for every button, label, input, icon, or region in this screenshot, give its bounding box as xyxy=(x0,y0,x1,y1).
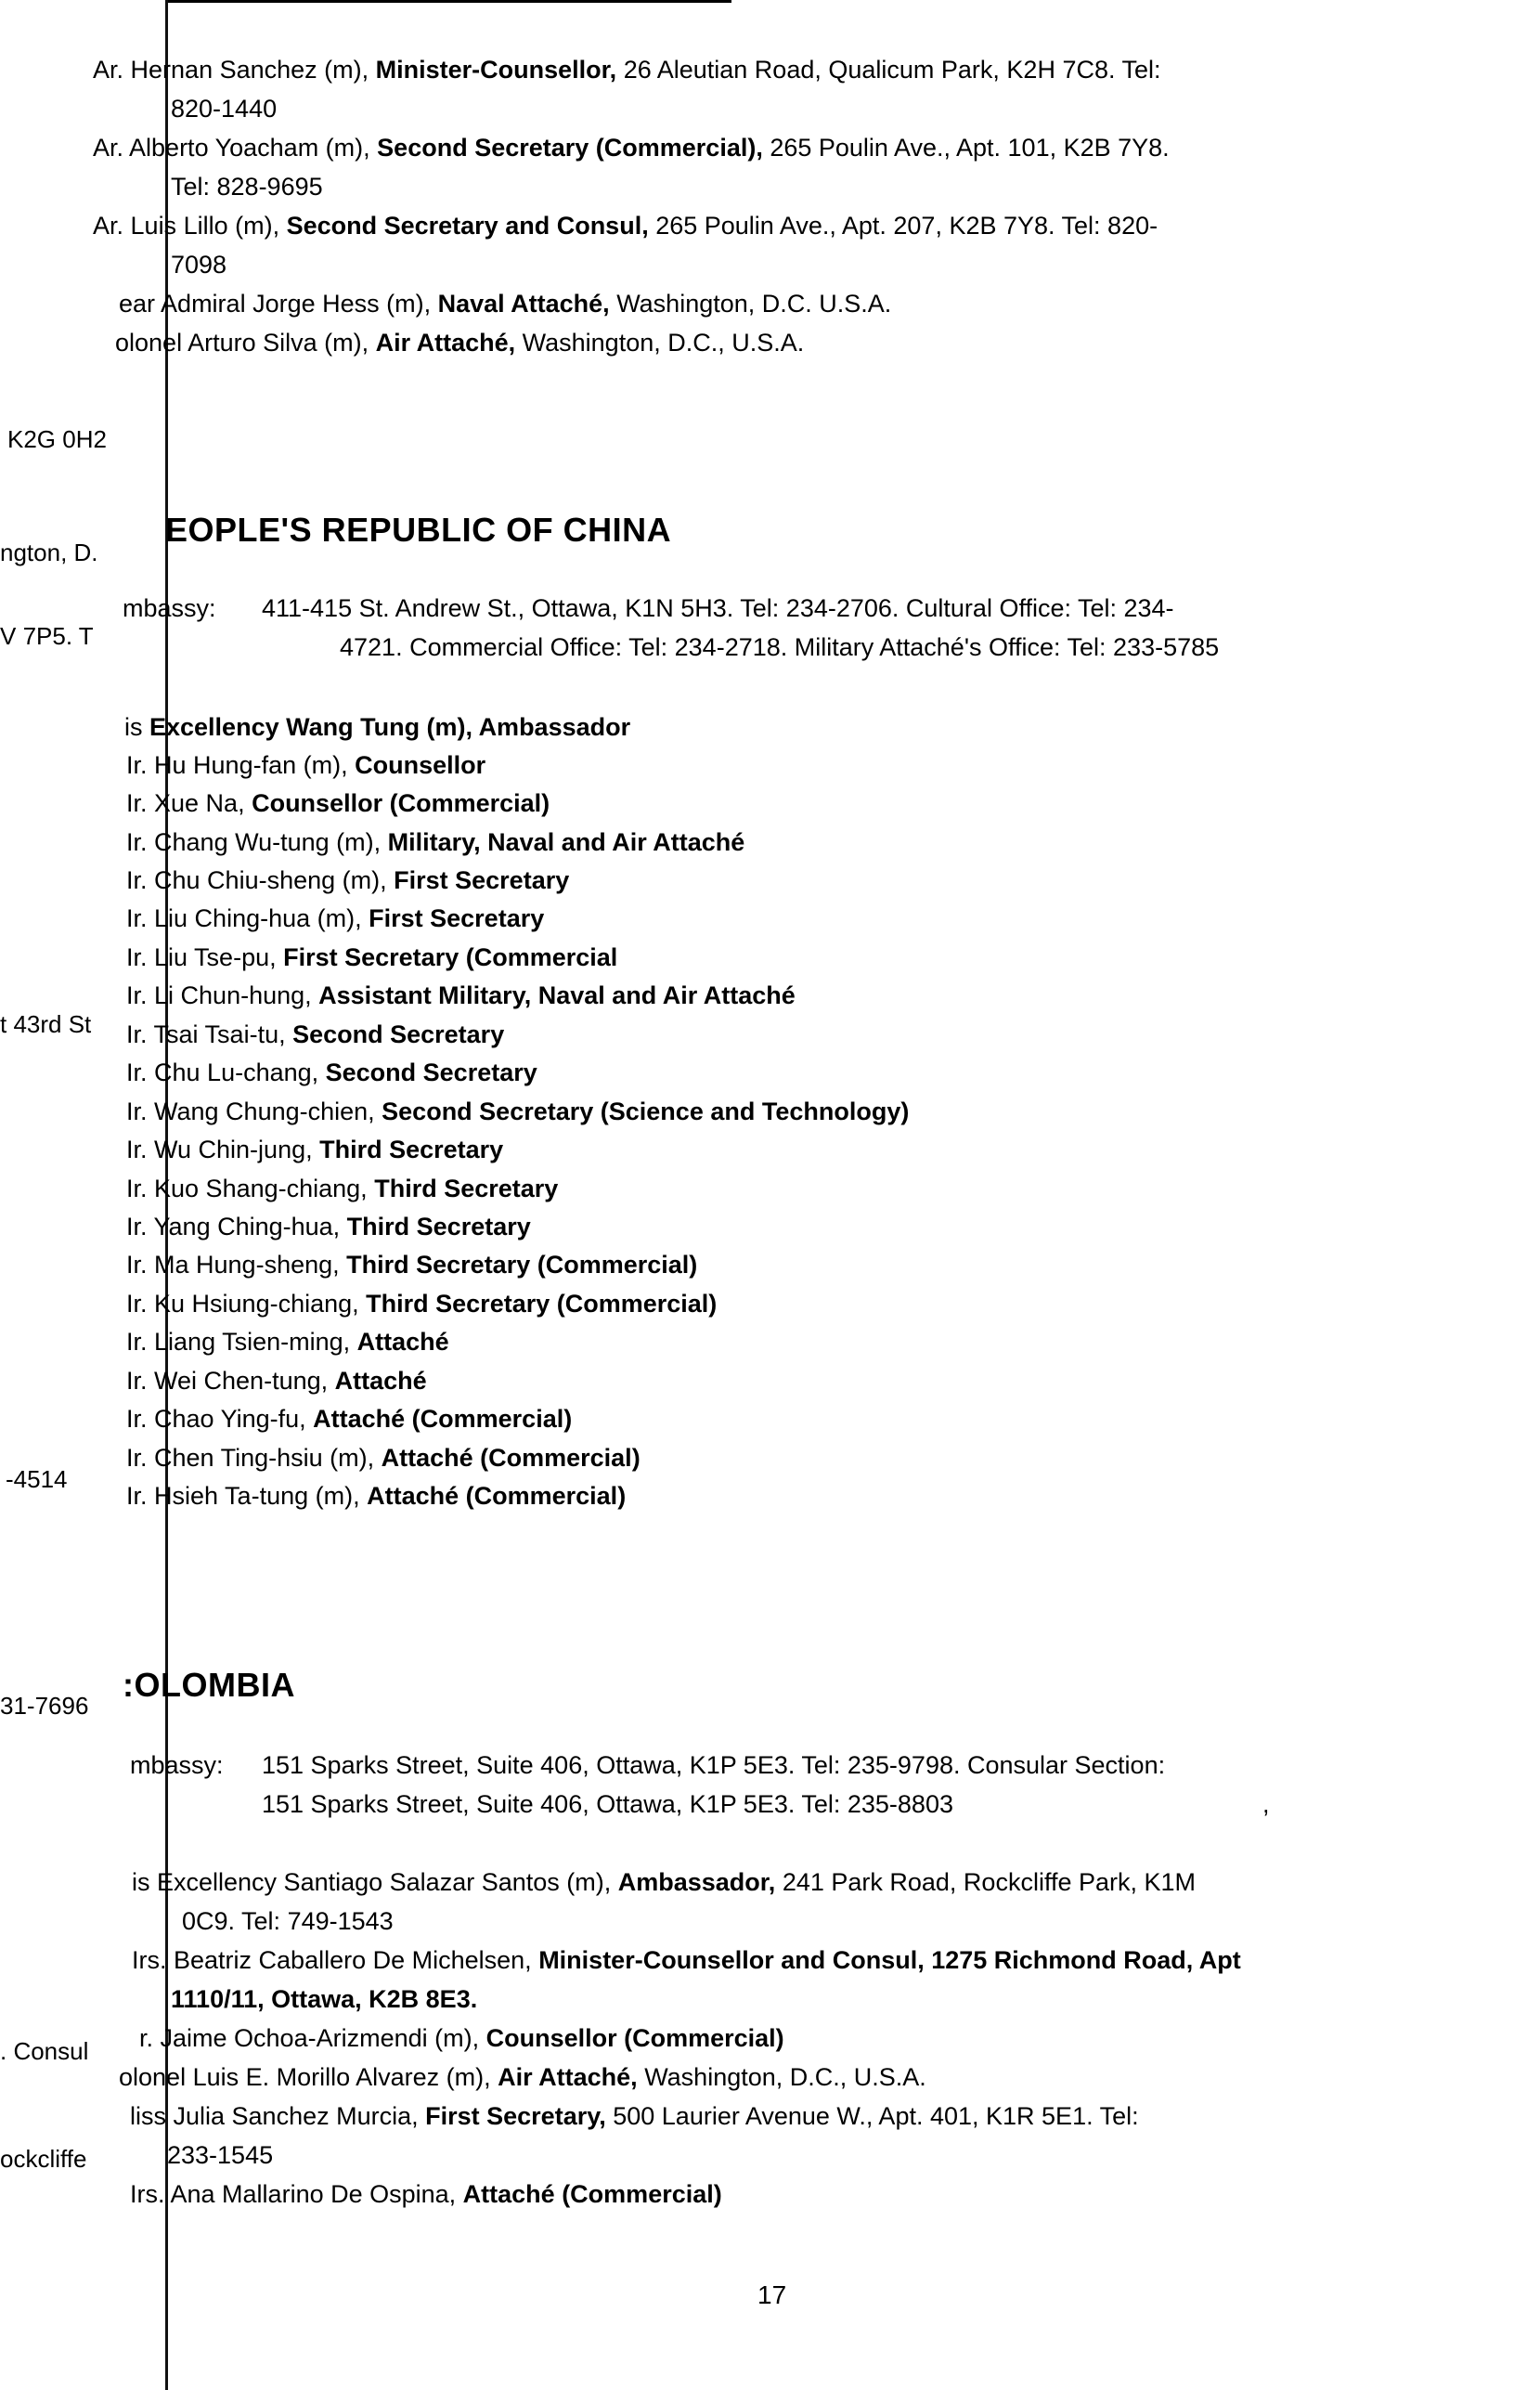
staff-entry xyxy=(115,327,804,358)
entry-title: Second Secretary (Science and Technology) xyxy=(382,1098,910,1125)
entry-name: Jaime Ochoa-Arizmendi (m), xyxy=(153,2024,486,2052)
entry-title: Third Secretary xyxy=(319,1136,504,1163)
staff-entry xyxy=(130,2100,1139,2132)
embassy-address-line: 411-415 St. Andrew St., Ottawa, K1N 5H3. Tel: 234-2706. Cultural Office: Tel: 234- xyxy=(262,594,1174,622)
entry-title: Counsellor xyxy=(355,751,486,779)
entry-name: Alberto Yoacham (m), xyxy=(129,134,378,162)
entry-title: Second Secretary (Commercial), xyxy=(377,134,770,162)
entry-title: Ambassador, xyxy=(617,1868,783,1896)
entry-name: Yang Ching-hua, xyxy=(147,1213,347,1240)
entry-title: Third Secretary xyxy=(346,1213,531,1240)
entry-prefix: Ir. xyxy=(126,1020,148,1048)
entry-prefix: ear xyxy=(119,290,156,318)
margin-fragment: t 43rd St xyxy=(0,1010,92,1038)
entry-prefix: Ir. xyxy=(126,866,148,894)
entry-title: Air Attaché, xyxy=(375,329,523,357)
section-heading-china: EOPLE'S REPUBLIC OF CHINA xyxy=(165,511,672,549)
staff-entry xyxy=(126,980,796,1011)
staff-entry xyxy=(130,2178,722,2210)
entry-prefix: Ir. xyxy=(126,751,148,779)
staff-entry xyxy=(126,826,744,858)
entry-name: Liang Tsien-ming, xyxy=(147,1328,357,1356)
entry-prefix: Ir. xyxy=(126,904,148,932)
entry-name: Li Chun-hung, xyxy=(147,981,319,1009)
margin-fragment: ngton, D. xyxy=(0,539,98,566)
staff-entry xyxy=(93,132,1170,163)
staff-entry xyxy=(132,1944,1241,1976)
staff-entry xyxy=(126,787,550,819)
entry-detail: 26 Aleutian Road, Qualicum Park, K2H 7C8. Tel: xyxy=(623,56,1161,84)
entry-name: Luis E. Morillo Alvarez (m), xyxy=(186,2063,498,2091)
staff-entry xyxy=(139,2022,784,2054)
entry-name: Chu Lu-chang, xyxy=(147,1059,326,1086)
staff-entry xyxy=(119,2061,926,2093)
stray-mark: , xyxy=(1262,1790,1270,1818)
staff-entry xyxy=(126,942,617,973)
entry-detail: 241 Park Road, Rockcliffe Park, K1M xyxy=(782,1868,1197,1896)
entry-title: Counsellor (Commercial) xyxy=(485,2024,784,2052)
entry-name: Ana Mallarino De Ospina, xyxy=(164,2180,463,2208)
staff-entry xyxy=(126,1019,504,1050)
margin-fragment: 31-7696 xyxy=(0,1692,89,1720)
entry-name: Chen Ting-hsiu (m), xyxy=(147,1444,382,1472)
entry-prefix: r. xyxy=(139,2024,154,2052)
entry-detail: Washington, D.C., U.S.A. xyxy=(522,329,805,357)
entry-title: Military, Naval and Air Attaché xyxy=(387,828,745,856)
entry-name: Xue Na, xyxy=(147,789,252,817)
entry-title: Ambassador xyxy=(478,713,631,741)
entry-detail: 265 Poulin Ave., Apt. 207, K2B 7Y8. Tel: 820- xyxy=(655,212,1158,240)
entry-name: Wang Chung-chien, xyxy=(147,1098,382,1125)
entry-title: Attaché (Commercial) xyxy=(381,1444,641,1472)
entry-prefix: Ir. xyxy=(126,1328,148,1356)
entry-prefix: olonel xyxy=(119,2063,187,2091)
entry-detail: Washington, D.C., U.S.A. xyxy=(644,2063,926,2091)
margin-fragment: K2G 0H2 xyxy=(7,425,107,453)
staff-entry xyxy=(93,54,1161,85)
staff-entry xyxy=(124,711,630,743)
entry-name: Julia Sanchez Murcia, xyxy=(166,2102,426,2130)
entry-prefix: Ir. xyxy=(126,1175,148,1202)
staff-entry-continuation: 0C9. Tel: 749-1543 xyxy=(182,1907,394,1935)
embassy-address-line: 151 Sparks Street, Suite 406, Ottawa, K1P 5E3. Tel: 235-8803 xyxy=(262,1790,953,1818)
entry-name: Liu Tse-pu, xyxy=(147,943,284,971)
entry-prefix: liss xyxy=(130,2102,166,2130)
entry-title: Naval Attaché, xyxy=(437,290,617,318)
entry-name: Ku Hsiung-chiang, xyxy=(147,1290,367,1318)
staff-entry xyxy=(93,210,1158,241)
staff-entry xyxy=(126,903,544,934)
entry-name: Beatriz Caballero De Michelsen, xyxy=(166,1946,539,1974)
staff-entry xyxy=(126,1173,558,1204)
staff-entry xyxy=(126,749,485,781)
staff-entry-continuation: 7098 xyxy=(171,251,227,279)
entry-title: First Secretary xyxy=(369,904,545,932)
margin-fragment: ockcliffe xyxy=(0,2145,87,2173)
entry-name: Hsieh Ta-tung (m), xyxy=(147,1482,368,1510)
staff-entry xyxy=(126,1134,503,1165)
embassy-label: mbassy: xyxy=(123,594,216,622)
margin-fragment: V 7P5. T xyxy=(0,622,94,650)
entry-prefix: Ir. xyxy=(126,1213,148,1240)
entry-title: Second Secretary and Consul, xyxy=(286,212,656,240)
entry-prefix: Ir. xyxy=(126,1098,148,1125)
entry-prefix: Ir. xyxy=(126,981,148,1009)
staff-entry xyxy=(126,1288,717,1319)
entry-prefix: Ir. xyxy=(126,1444,148,1472)
entry-title: Attaché (Commercial) xyxy=(367,1482,627,1510)
entry-name: Hu Hung-fan (m), xyxy=(147,751,356,779)
entry-detail: Washington, D.C. U.S.A. xyxy=(616,290,892,318)
margin-fragment: -4514 xyxy=(6,1465,68,1493)
embassy-label: mbassy: xyxy=(130,1751,224,1779)
staff-entry xyxy=(119,288,891,319)
entry-name: Tsai Tsai-tu, xyxy=(147,1020,293,1048)
entry-title: Attaché xyxy=(334,1367,427,1395)
entry-title: Second Secretary xyxy=(325,1059,537,1086)
staff-entry xyxy=(126,1365,427,1396)
entry-name: Luis Lillo (m), xyxy=(130,212,287,240)
entry-title: Attaché (Commercial) xyxy=(462,2180,722,2208)
entry-title: Third Secretary (Commercial) xyxy=(366,1290,718,1318)
entry-name: Ma Hung-sheng, xyxy=(147,1251,347,1279)
staff-entry xyxy=(126,1211,531,1242)
entry-title: Third Secretary (Commercial) xyxy=(346,1251,698,1279)
entry-title: Air Attaché, xyxy=(498,2063,645,2091)
entry-title: First Secretary (Commercial xyxy=(283,943,618,971)
entry-name: Admiral Jorge Hess (m), xyxy=(155,290,438,318)
entry-title: Attaché xyxy=(356,1328,449,1356)
entry-prefix: Ir. xyxy=(126,1059,148,1086)
section-heading-colombia: :OLOMBIA xyxy=(123,1666,295,1704)
entry-title: First Secretary, xyxy=(425,2102,614,2130)
staff-entry xyxy=(126,1057,537,1088)
entry-prefix: Ar. xyxy=(93,56,124,84)
staff-entry xyxy=(126,1403,572,1435)
entry-title: Counsellor (Commercial) xyxy=(252,789,550,817)
entry-name: Excellency Santiago Salazar Santos (m), xyxy=(149,1868,618,1896)
entry-prefix: Ir. xyxy=(126,1405,148,1433)
staff-entry xyxy=(126,1326,449,1357)
page-number: 17 xyxy=(757,2280,787,2309)
staff-entry xyxy=(126,1480,626,1512)
margin-fragment: . Consul xyxy=(0,2037,89,2065)
staff-entry-continuation: 1110/11, Ottawa, K2B 8E3. xyxy=(171,1985,478,2013)
entry-name: Arturo Silva (m), xyxy=(182,329,376,357)
staff-entry xyxy=(126,1096,909,1127)
entry-title: Attaché (Commercial) xyxy=(313,1405,573,1433)
entry-prefix: Ir. xyxy=(126,789,148,817)
entry-title: Minister-Counsellor and Consul, 1275 Richmond Road, Apt xyxy=(538,1946,1241,1974)
entry-prefix: Ir. xyxy=(126,828,148,856)
entry-prefix: is xyxy=(124,713,143,741)
staff-entry xyxy=(126,1442,641,1474)
staff-entry-continuation: 233-1545 xyxy=(167,2141,274,2169)
entry-title: First Secretary xyxy=(394,866,570,894)
entry-name: Chang Wu-tung (m), xyxy=(147,828,388,856)
entry-title: Minister-Counsellor, xyxy=(375,56,624,84)
entry-prefix: Ar. xyxy=(93,134,124,162)
entry-prefix: olonel xyxy=(115,329,183,357)
entry-title: Second Secretary xyxy=(292,1020,505,1048)
entry-name: Wei Chen-tung, xyxy=(147,1367,335,1395)
entry-name: Liu Ching-hua (m), xyxy=(147,904,369,932)
entry-prefix: Ir. xyxy=(126,1251,148,1279)
entry-detail: 500 Laurier Avenue W., Apt. 401, K1R 5E1. Tel: xyxy=(613,2102,1139,2130)
staff-entry xyxy=(126,864,569,896)
entry-prefix: Irs. xyxy=(130,2180,165,2208)
entry-name: Wu Chin-jung, xyxy=(147,1136,320,1163)
embassy-address-line: 4721. Commercial Office: Tel: 234-2718. Military Attaché's Office: Tel: 233-5785 xyxy=(340,633,1220,661)
entry-prefix: Ir. xyxy=(126,1367,148,1395)
scan-edge-line xyxy=(165,0,731,3)
staff-entry-continuation: 820-1440 xyxy=(171,95,278,123)
entry-name: Kuo Shang-chiang, xyxy=(147,1175,375,1202)
entry-prefix: Ir. xyxy=(126,1136,148,1163)
entry-name: Excellency Wang Tung (m), xyxy=(142,713,479,741)
embassy-address-line: 151 Sparks Street, Suite 406, Ottawa, K1P 5E3. Tel: 235-9798. Consular Section: xyxy=(262,1751,1166,1779)
staff-entry-continuation: Tel: 828-9695 xyxy=(171,173,323,201)
entry-name: Chu Chiu-sheng (m), xyxy=(147,866,395,894)
staff-entry xyxy=(132,1866,1196,1898)
entry-title: Third Secretary xyxy=(374,1175,559,1202)
entry-prefix: Ir. xyxy=(126,943,148,971)
entry-prefix: is xyxy=(132,1868,150,1896)
staff-entry xyxy=(126,1249,697,1280)
entry-name: Hernan Sanchez (m), xyxy=(130,56,376,84)
entry-prefix: Ar. xyxy=(93,212,124,240)
entry-detail: 265 Poulin Ave., Apt. 101, K2B 7Y8. xyxy=(770,134,1170,162)
entry-prefix: Irs. xyxy=(132,1946,167,1974)
entry-title: Assistant Military, Naval and Air Attaché xyxy=(318,981,796,1009)
entry-name: Chao Ying-fu, xyxy=(147,1405,314,1433)
entry-prefix: Ir. xyxy=(126,1290,148,1318)
entry-prefix: Ir. xyxy=(126,1482,148,1510)
